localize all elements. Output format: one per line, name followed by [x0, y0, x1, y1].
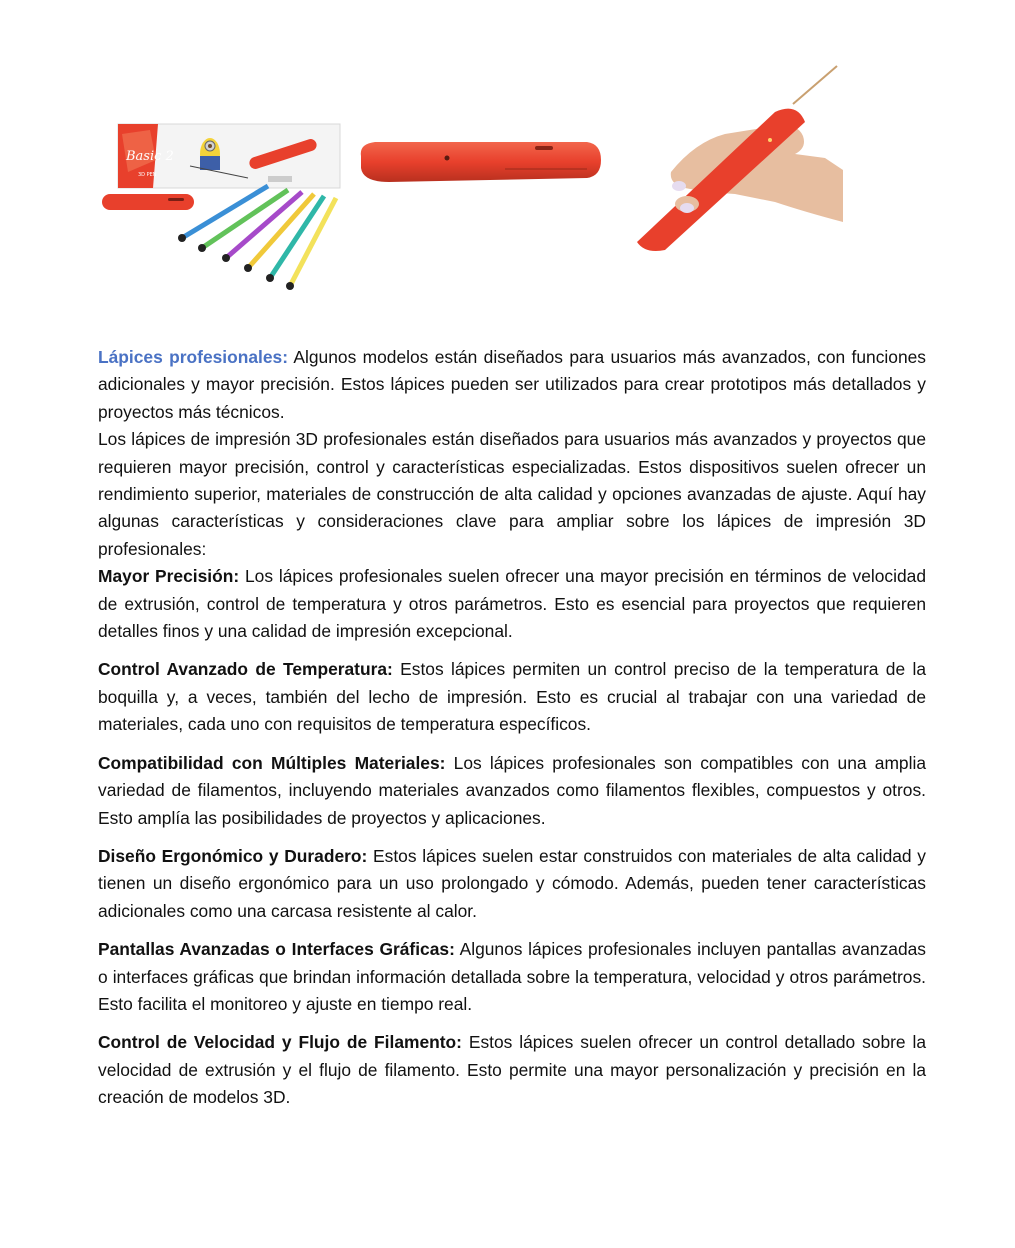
- heading-ergonomic: Diseño Ergonómico y Duradero:: [98, 845, 368, 866]
- heading-temperature: Control Avanzado de Temperatura:: [98, 659, 393, 680]
- heading-materials: Compatibilidad con Múltiples Materiales:: [98, 752, 446, 773]
- document-body: [98, 344, 926, 1112]
- pen-side-illustration: [355, 132, 605, 194]
- text-intro: Algunos modelos están diseñados para usuarios más avanzados, con funciones adicionales y mayor precisión. Estos lápices pueden ser utilizados para crear prototipos más detallados y proyectos más técnicos.: [98, 347, 927, 422]
- text-overview: Los lápices de impresión 3D profesionales están diseñados para usuarios más avanzados y proyectos que requieren mayor precisión, control y características especializadas. Estos dispositivos suelen ofrecer un rendimiento superior, materiales de construcción de alta calidad y opciones avanzadas de ajuste. Aquí hay algunas características y consideraciones clave para ampliar sobre los lápices de impresión 3D profesionales:: [98, 429, 926, 559]
- heading-precision: Mayor Precisión:: [98, 566, 240, 587]
- paragraph-ergonomic: [98, 843, 926, 925]
- text-precision: Los lápices profesionales suelen ofrecer una mayor precisión en términos de velocidad de extrusión, control de temperatura y otros parámetros. Esto es esencial para proyectos que requieren detalles finos y una calidad de impresión excepcional.: [98, 566, 927, 642]
- paragraph-overview: [98, 426, 926, 563]
- pen-kit-image: [98, 120, 343, 295]
- hand-pen-illustration: [625, 62, 850, 252]
- paragraph-materials: [98, 750, 926, 832]
- paragraph-flow: [98, 1029, 926, 1111]
- heading-screens: Pantallas Avanzadas o Interfaces Gráficas:: [98, 939, 455, 960]
- paragraph-screens: [98, 936, 926, 1018]
- pen-side-image: [355, 132, 605, 194]
- text-screens: Algunos lápices profesionales incluyen pantallas avanzadas o interfaces gráficas que brindan información detallada sobre la temperatura, velocidad y otros parámetros. Esto facilita el monitoreo y ajuste en tiempo real.: [98, 939, 926, 1014]
- paragraph-precision: [98, 563, 926, 645]
- text-materials: Los lápices profesionales son compatibles con una amplia variedad de filamentos, incluyendo materiales avanzados como filamentos flexibles, compuestos y otros. Esto amplía las posibilidades de proyectos y aplicaciones.: [98, 752, 927, 828]
- box-brand-text: Basic 2: [126, 149, 174, 164]
- paragraph-temperature: [98, 656, 926, 738]
- text-temperature: Estos lápices permiten un control preciso de la temperatura de la boquilla y, a veces, también del lecho de impresión. Esto es crucial al trabajar con una variedad de materiales, cada uno con requisitos de temperatura específicos.: [98, 659, 926, 735]
- text-ergonomic: Estos lápices suelen estar construidos con materiales de alta calidad y tienen un diseño ergonómico para un uso prolongado y cómodo. Además, pueden tener características adicionales como una carcasa resistente al calor.: [98, 845, 927, 921]
- hand-holding-pen-image: [625, 62, 850, 252]
- box-sub-text: 3D PEN: [138, 172, 157, 178]
- pen-kit-illustration: [98, 120, 343, 295]
- heading-flow: Control de Velocidad y Flujo de Filamento:: [98, 1032, 462, 1053]
- text-flow: Estos lápices suelen ofrecer un control detallado sobre la velocidad de extrusión y el flujo de filamento. Esto permite una mayor personalización y precisión en la creación de modelos 3D.: [98, 1032, 926, 1108]
- paragraph-intro: [98, 344, 926, 426]
- heading-professional-pens: Lápices profesionales:: [98, 347, 289, 367]
